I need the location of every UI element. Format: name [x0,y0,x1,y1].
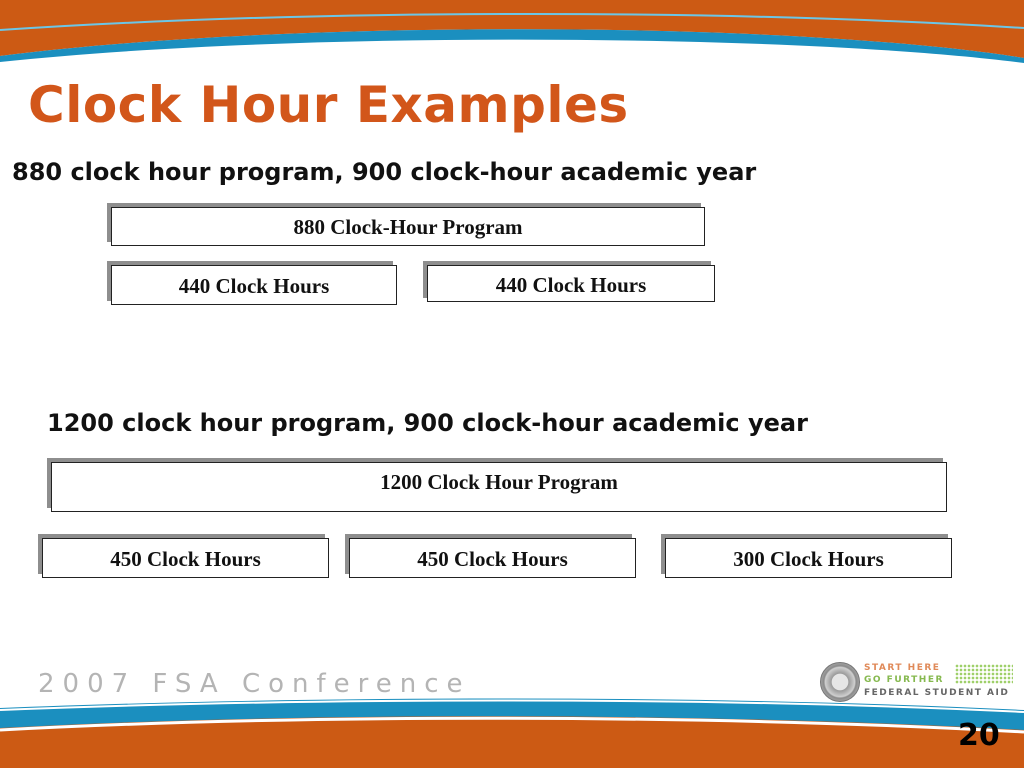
dot-pattern-icon [955,664,1013,684]
example-2-program-box [51,462,947,512]
example-1-period-box-1 [111,265,397,305]
conference-name: 2007 FSA Conference [38,669,471,699]
slide-title: Clock Hour Examples [28,76,629,134]
example-2-period-label-2: 450 Clock Hours [417,547,568,571]
example-1-period-box-2 [427,265,715,302]
example-2-program-label: 1200 Clock Hour Program [380,470,618,494]
example-1-period-label-2: 440 Clock Hours [495,273,647,297]
example-1-period-label-1: 440 Clock Hours [178,274,330,298]
tagline-federal-student-aid: FEDERAL STUDENT AID [864,688,1010,698]
header-band [0,0,1024,70]
example-1-program-box [111,207,705,246]
example-2-period-box-2 [349,538,636,578]
example-2-heading: 1200 clock hour program, 900 clock-hour academic year [47,409,808,437]
example-2-period-label-1: 450 Clock Hours [110,547,261,571]
example-2-period-box-3 [665,538,952,578]
tagline-go-further: GO FURTHER [864,675,944,685]
tagline-start-here: START HERE [864,663,941,673]
example-2-period-box-1 [42,538,329,578]
page-number: 20 [958,718,1000,753]
example-2-period-label-3: 300 Clock Hours [733,547,884,571]
example-1-program-label: 880 Clock-Hour Program [293,215,523,239]
footer-band [0,690,1024,768]
example-1-heading: 880 clock hour program, 900 clock-hour academic year [12,158,757,186]
